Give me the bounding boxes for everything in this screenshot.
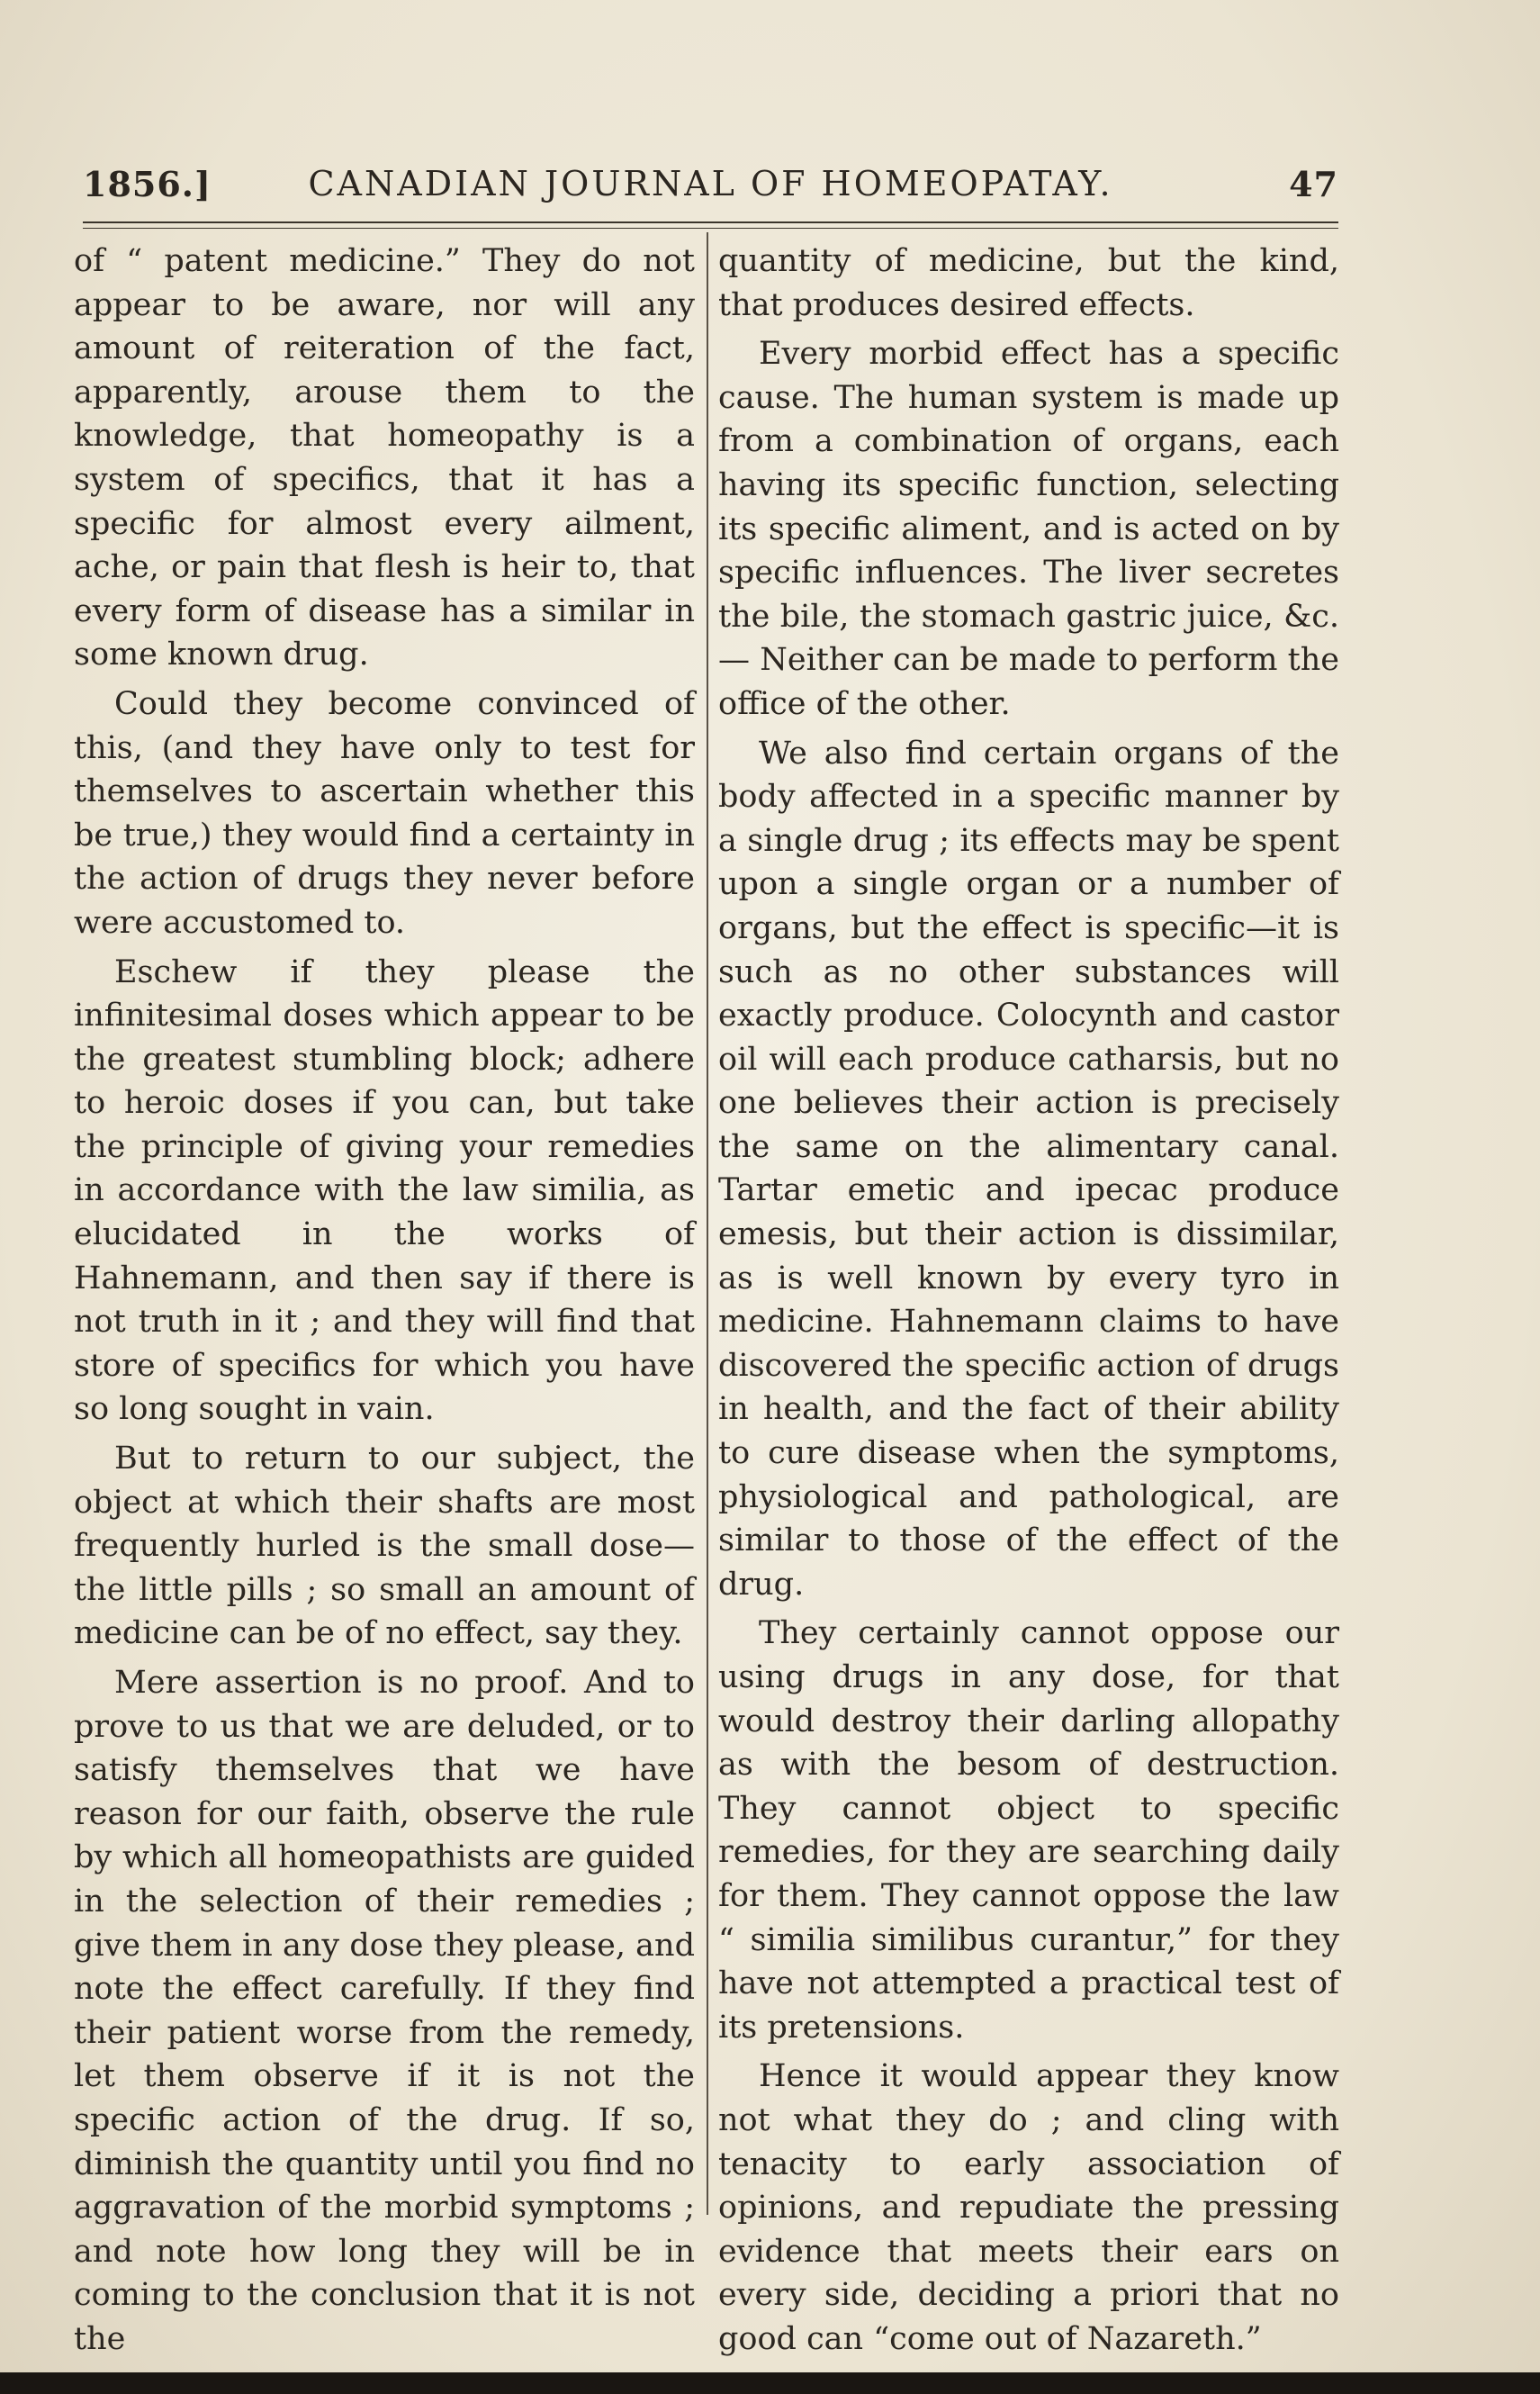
paragraph: of “ patent medicine.” They do not appear to be aware, nor will any amount of reiteration of the fact, apparently, arouse them to the knowledge, that homeopathy is a system of specifics, that it has a specific for almost every ailment, ache, or pain that flesh is heir to, that every form of disease has a similar in some known drug. <box>74 243 695 673</box>
paragraph: Could they become convinced of this, (and they have only to test for themselves to ascertain whether this be true,) they would find a certainty in the action of drugs they never before were accustomed to. <box>74 685 695 941</box>
header-rule-thin <box>83 228 1338 229</box>
scan-edge <box>0 2372 1540 2394</box>
column-divider <box>707 232 708 2215</box>
running-header <box>83 151 1338 205</box>
paragraph: They certainly cannot oppose our using drugs in any dose, for that would destroy their darling allopathy as with the besom of destruction. They cannot object to specific remedies, for they are searching daily for them. They cannot oppose the law “ similia similibus curantur,” for they have not attempted a practical test of its pretensions. <box>718 1615 1339 2046</box>
right-column <box>718 239 1339 2362</box>
paragraph: But to return to our subject, the object at which their shafts are most frequently hurled is the small dose—the little pills ; so small an amount of medicine can be of no effect, say they. <box>74 1441 695 1652</box>
paragraph: Eschew if they please the infinitesimal doses which appear to be the greatest stumbling block; adhere to heroic doses if you can, but take the principle of giving your remedies in accordance with the law similia, as elucidated in the works of Hahnemann, and then say if there is not truth in it ; and they will find that store of specifics for which you have so long sought in vain. <box>74 953 695 1428</box>
paragraph: We also find certain organs of the body affected in a specific manner by a single drug ; its effects may be spent upon a single organ or a number of organs, but the effect is specific—it is such as no other substances will exactly produce. Colocynth and castor oil will each produce catharsis, but no one believes their action is precisely the same on the alimentary canal. Tartar emetic and ipecac produce emesis, but their action is dissimilar, as is well known by every tyro in medicine. Hahnemann claims to have discovered the specific action of drugs in health, and the fact of their ability to cure disease when the symptoms, physiological and pathological, are similar to those of the effect of the drug. <box>718 735 1339 1603</box>
page-number: 47 <box>1289 164 1338 204</box>
paragraph: Every morbid effect has a specific cause. The human system is made up from a combination of organs, each having its specific function, selecting its specific aliment, and is acted on by specific influences. The liver secretes the bile, the stomach gastric juice, &c.— Neither can be made to perform the office of the other. <box>718 336 1339 722</box>
journal-title: CANADIAN JOURNAL OF HOMEOPATAY. <box>308 164 1113 203</box>
paragraph: quantity of medicine, but the kind, that produces desired effects. <box>718 243 1339 323</box>
header-date: 1856.] <box>83 164 212 204</box>
header-rule <box>83 221 1338 223</box>
paragraph: Mere assertion is no proof. And to prove to us that we are deluded, or to satisfy themselves that we have reason for our faith, observe the rule by which all homeopathists are guided in the selection of their remedies ; give them in any dose they please, and note the effect carefully. If they find their patient worse from the remedy, let them observe if it is not the specific action of the drug. If so, diminish the quantity until you find no aggravation of the morbid symptoms ; and note how long they will be in coming to the conclusion that it is not the <box>74 1665 695 2357</box>
paragraph: Hence it would appear they know not what they do ; and cling with tenacity to early association of opinions, and repudiate the pressing evidence that meets their ears on every side, deciding a priori that no good can “come out of Nazareth.” <box>718 2058 1339 2357</box>
left-column <box>74 239 695 2362</box>
